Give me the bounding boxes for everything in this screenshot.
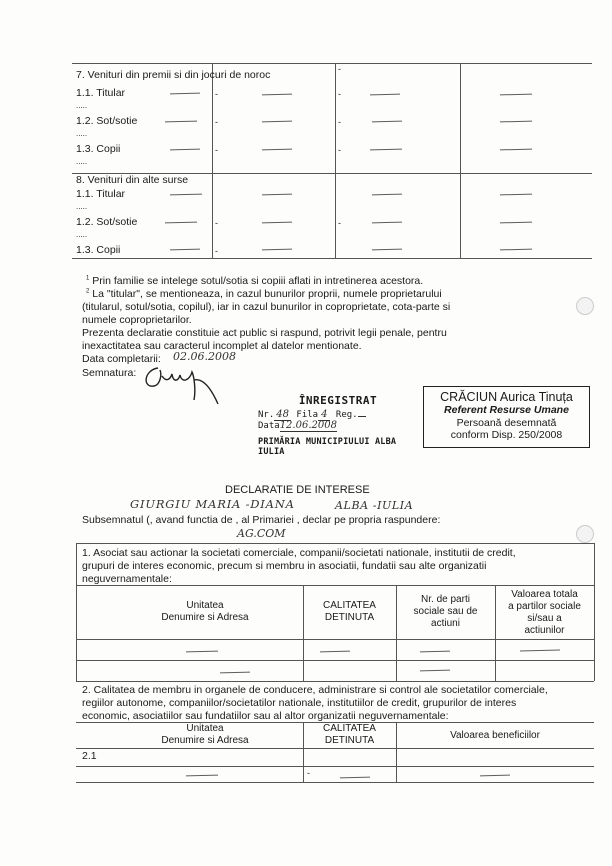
empty-dash: -	[338, 117, 341, 127]
registration-stamp	[258, 394, 418, 457]
empty-dash: -	[215, 89, 218, 99]
person-name: CRĂCIUN Aurica Tinuța	[440, 390, 573, 404]
stamp-numbers: Nr. 48 Fila 4 Reg. Data12.06.2008	[258, 409, 418, 431]
stamp-institution: PRIMĂRIA MUNICIPIULUI ALBA IULIA	[258, 437, 397, 457]
section8-row-titular: 1.1. Titular	[76, 188, 126, 200]
section8-row-copii: 1.3. Copii	[76, 244, 121, 256]
ellipsis: .....	[76, 157, 88, 166]
s2-header-unit: Unitatea Denumire si Adresa	[161, 723, 249, 746]
s1-header-shares: Nr. de parti sociale sau de actiuni	[413, 594, 478, 629]
ellipsis: .....	[76, 129, 88, 138]
s2-header-quality: CALITATEA DETINUTA	[323, 723, 376, 746]
empty-dash: -	[307, 768, 310, 778]
section7-row-copii: 1.3. Copii	[76, 143, 121, 155]
section7-title: 7. Venituri din premii si din jocuri de noroc	[76, 69, 271, 81]
legal-statement-2: inexactitatea sau caracterul incomplet al datelor mentionate.	[82, 340, 362, 352]
date-label: Data completarii:	[82, 353, 161, 365]
section7-row-sot: 1.2. Sot/sotie	[76, 115, 138, 127]
legal-statement-1: Prezenta declaratie constituie act public si raspund, potrivit legii penale, pentru	[82, 327, 447, 339]
punch-hole	[576, 525, 594, 543]
signature-image	[140, 360, 230, 410]
empty-dash: -	[215, 117, 218, 127]
section7-row-titular: 1.1. Titular	[76, 87, 126, 99]
section8-row-sot: 1.2. Sot/sotie	[76, 216, 138, 228]
person-designation: Persoană desemnată	[456, 416, 557, 429]
empty-dash: -	[338, 89, 341, 99]
empty-dash: -	[215, 218, 218, 228]
section1-line1: 1. Asociat sau actionar la societati comerciale, companii/societati nationale, institutii de credit,	[82, 547, 516, 559]
ellipsis: .....	[76, 202, 88, 211]
footnote-2-line2: (titularul, sotul/sotia, copilul), iar in cazul bunurilor in coproprietate, cota-parte si	[82, 301, 451, 313]
responsible-person-stamp	[423, 386, 590, 448]
section1-line3: neguvernamentale:	[82, 573, 172, 585]
declaration-intro: Subsemnatul (, avand functia de , al Primariei , declar pe propria raspundere:	[82, 514, 441, 526]
punch-hole	[576, 297, 594, 315]
s1-header-unit: Unitatea Denumire si Adresa	[161, 600, 249, 623]
empty-dash: -	[338, 218, 341, 228]
signature-label: Semnatura:	[82, 367, 137, 379]
section2-line1: 2. Calitatea de membru in organele de conducere, administrare si control ale societatilor comerciale,	[82, 684, 548, 696]
ellipsis: .....	[76, 101, 88, 110]
declaration-title: DECLARATIE DE INTERESE	[225, 484, 370, 496]
s2-row-number: 2.1	[82, 750, 97, 762]
person-disposition: conform Disp. 250/2008	[450, 429, 563, 441]
footnote-2: $^2$ La "titular", se mentioneaza, in cazul bunurilor proprii, numele proprietarului	[86, 288, 442, 300]
s2-header-benefits: Valoarea beneficiilor	[450, 730, 540, 741]
footnote-1: $^1$ Prin familie se intelege sotul/sotia si copiii aflati in intretinerea acestora.	[86, 275, 424, 287]
declarant-function: AG.COM	[237, 527, 286, 540]
section2-line2: regiilor autonome, companiilor/societatilor nationale, institutiilor de credit, grupurilor de interes	[82, 697, 517, 709]
s1-header-value: Valoarea totala a partilor sociale si/sau a actiunilor	[508, 589, 581, 636]
stamp-title: ÎNREGISTRAT	[298, 394, 378, 407]
person-role: Referent Resurse Umane	[444, 404, 569, 416]
declarant-city: ALBA -IULIA	[335, 499, 414, 512]
ellipsis: .....	[76, 230, 88, 239]
empty-dash: -	[338, 145, 341, 155]
date-value: 02.06.2008	[173, 350, 236, 363]
s1-header-quality: CALITATEA DETINUTA	[323, 600, 376, 623]
section1-line2: grupuri de interes economic, precum si membru in asociatii, fundatii sau alte organizatii	[82, 560, 487, 572]
section2-line3: economic, asociatiilor sau fundatiilor sau al altor organizatii neguvernamentale:	[82, 710, 449, 722]
footnote-2-line3: numele coproprietarilor.	[82, 314, 192, 326]
declarant-name: GIURGIU MARIA -DIANA	[130, 497, 295, 511]
section8-title: 8. Venituri din alte surse	[76, 174, 189, 186]
empty-dash: -	[215, 145, 218, 155]
empty-dash: -	[215, 246, 218, 256]
empty-dash: -	[338, 64, 341, 74]
